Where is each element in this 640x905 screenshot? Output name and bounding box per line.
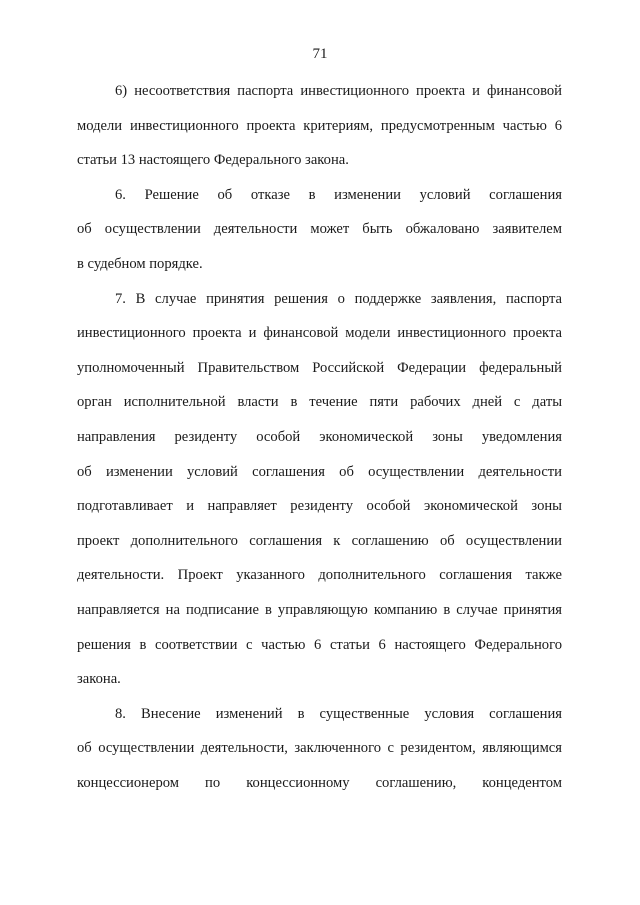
- text-line: проект дополнительного соглашения к соглашению об осуществлении: [77, 532, 562, 549]
- text-line: об осуществлении деятельности, заключенного с резидентом, являющимся: [77, 740, 562, 757]
- text-line: уполномоченный Правительством Российской Федерации федеральный: [77, 359, 562, 376]
- text-line: об осуществлении деятельности может быть обжаловано заявителем: [77, 221, 562, 238]
- paragraph-item-6-subpoint: [77, 79, 562, 183]
- text-line: об изменении условий соглашения об осуществлении деятельности: [77, 463, 562, 480]
- text-line: орган исполнительной власти в течение пяти рабочих дней с даты: [77, 394, 562, 411]
- text-line: в судебном порядке.: [77, 255, 203, 272]
- paragraph-part-7: [77, 287, 562, 702]
- text-line: решения в соответствии с частью 6 статьи 6 настоящего Федерального: [77, 636, 562, 653]
- text-line: 6) несоответствия паспорта инвестиционного проекта и финансовой: [115, 83, 562, 99]
- text-line: закона.: [77, 671, 121, 688]
- text-line: 8. Внесение изменений в существенные условия соглашения: [115, 705, 562, 722]
- text-line: концессионером по концессионному соглашению, концедентом: [77, 774, 562, 791]
- text-line: направления резиденту особой экономической зоны уведомления: [77, 428, 562, 445]
- text-line: деятельности. Проект указанного дополнительного соглашения также: [77, 567, 562, 584]
- document-body: [77, 79, 562, 805]
- paragraph-part-8: [77, 702, 562, 806]
- text-line: инвестиционного проекта и финансовой модели инвестиционного проекта: [77, 325, 562, 342]
- text-line: 7. В случае принятия решения о поддержке заявления, паспорта: [115, 290, 562, 307]
- text-line: 6. Решение об отказе в изменении условий соглашения: [115, 186, 562, 203]
- paragraph-part-6: [77, 183, 562, 287]
- page-number: 71: [312, 46, 328, 62]
- text-line: модели инвестиционного проекта критериям, предусмотренным частью 6: [77, 117, 562, 134]
- text-line: направляется на подписание в управляющую компанию в случае принятия: [77, 601, 562, 618]
- text-line: статьи 13 настоящего Федерального закона.: [77, 152, 349, 169]
- text-line: подготавливает и направляет резиденту особой экономической зоны: [77, 498, 562, 515]
